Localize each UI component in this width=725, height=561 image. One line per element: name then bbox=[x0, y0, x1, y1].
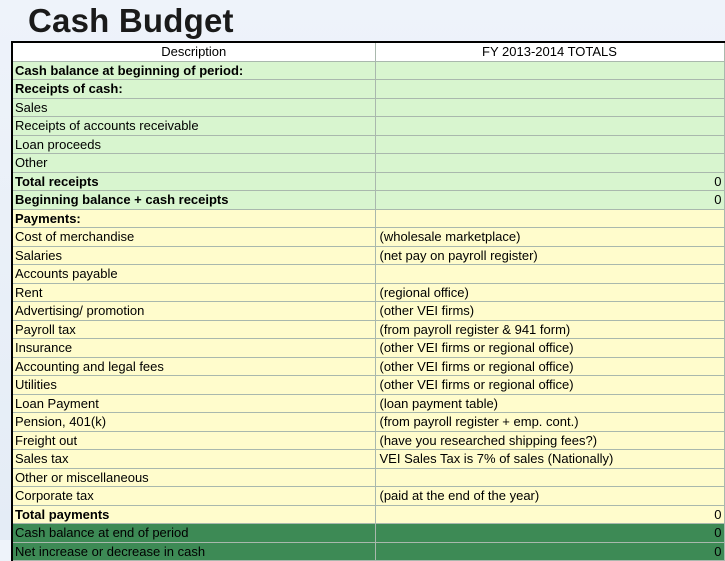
row-note: (other VEI firms or regional office) bbox=[379, 377, 574, 392]
row-label[interactable]: Cost of merchandise bbox=[12, 228, 375, 247]
table-row bbox=[12, 320, 724, 339]
row-total-cell[interactable] bbox=[375, 468, 724, 487]
row-note: (other VEI firms or regional office) bbox=[379, 340, 574, 355]
row-total-cell[interactable] bbox=[375, 154, 724, 173]
row-note: (from payroll register + emp. cont.) bbox=[379, 414, 579, 429]
row-value: 0 bbox=[714, 506, 722, 522]
row-label[interactable]: Sales tax bbox=[12, 450, 375, 469]
row-total-cell[interactable] bbox=[375, 450, 724, 469]
row-total-cell[interactable] bbox=[375, 61, 724, 80]
row-value: 0 bbox=[714, 525, 722, 540]
description-header: Description bbox=[12, 42, 375, 61]
table-row bbox=[12, 228, 724, 247]
table-row bbox=[12, 172, 724, 191]
table-row bbox=[12, 98, 724, 117]
row-note: (wholesale marketplace) bbox=[379, 229, 521, 244]
row-label[interactable]: Cash balance at end of period bbox=[12, 524, 375, 543]
row-label[interactable]: Beginning balance + cash receipts bbox=[12, 191, 375, 210]
table-row bbox=[12, 302, 724, 321]
row-label[interactable]: Cash balance at beginning of period: bbox=[12, 61, 375, 80]
table-row bbox=[12, 505, 724, 524]
row-label[interactable]: Advertising/ promotion bbox=[12, 302, 375, 321]
row-label[interactable]: Corporate tax bbox=[12, 487, 375, 506]
table-row bbox=[12, 135, 724, 154]
row-label[interactable]: Loan Payment bbox=[12, 394, 375, 413]
row-note: (paid at the end of the year) bbox=[379, 488, 540, 503]
row-total-cell[interactable] bbox=[375, 339, 724, 358]
row-label[interactable]: Sales bbox=[12, 98, 375, 117]
row-total-cell[interactable] bbox=[375, 172, 724, 191]
table-row bbox=[12, 339, 724, 358]
table-row bbox=[12, 80, 724, 99]
table-row bbox=[12, 154, 724, 173]
table-row bbox=[12, 413, 724, 432]
row-label[interactable]: Loan proceeds bbox=[12, 135, 375, 154]
table-row bbox=[12, 265, 724, 284]
table-row bbox=[12, 209, 724, 228]
row-total-cell[interactable] bbox=[375, 246, 724, 265]
row-total-cell[interactable] bbox=[375, 394, 724, 413]
row-label[interactable]: Insurance bbox=[12, 339, 375, 358]
row-label[interactable]: Total payments bbox=[12, 505, 375, 524]
row-total-cell[interactable] bbox=[375, 431, 724, 450]
row-total-cell[interactable] bbox=[375, 117, 724, 136]
row-label[interactable]: Freight out bbox=[12, 431, 375, 450]
row-total-cell[interactable] bbox=[375, 524, 724, 543]
table-row bbox=[12, 450, 724, 469]
row-total-cell[interactable] bbox=[375, 209, 724, 228]
row-label[interactable]: Net increase or decrease in cash bbox=[12, 542, 375, 561]
row-value: 0 bbox=[714, 543, 722, 559]
cash-budget-table bbox=[11, 41, 725, 561]
row-total-cell[interactable] bbox=[375, 98, 724, 117]
row-note: VEI Sales Tax is 7% of sales (Nationally) bbox=[379, 451, 614, 466]
row-note: (other VEI firms) bbox=[379, 303, 475, 318]
row-label[interactable]: Salaries bbox=[12, 246, 375, 265]
row-label[interactable]: Receipts of accounts receivable bbox=[12, 117, 375, 136]
row-note: (regional office) bbox=[379, 284, 469, 300]
row-label[interactable]: Pension, 401(k) bbox=[12, 413, 375, 432]
row-label[interactable]: Accounting and legal fees bbox=[12, 357, 375, 376]
row-value: 0 bbox=[714, 173, 722, 189]
table-row bbox=[12, 191, 724, 210]
row-label[interactable]: Receipts of cash: bbox=[12, 80, 375, 99]
row-total-cell[interactable] bbox=[375, 505, 724, 524]
table-row bbox=[12, 542, 724, 561]
row-total-cell[interactable] bbox=[375, 228, 724, 247]
row-total-cell[interactable] bbox=[375, 265, 724, 284]
row-note: (net pay on payroll register) bbox=[379, 247, 538, 263]
row-label[interactable]: Payments: bbox=[12, 209, 375, 228]
row-total-cell[interactable] bbox=[375, 302, 724, 321]
table-row bbox=[12, 468, 724, 487]
row-label[interactable]: Other bbox=[12, 154, 375, 173]
row-label[interactable]: Rent bbox=[12, 283, 375, 302]
row-value: 0 bbox=[714, 192, 722, 207]
table-row bbox=[12, 431, 724, 450]
row-note: (from payroll register & 941 form) bbox=[379, 321, 571, 337]
row-total-cell[interactable] bbox=[375, 542, 724, 561]
table-row bbox=[12, 357, 724, 376]
page-title: Cash Budget bbox=[28, 2, 234, 39]
row-total-cell[interactable] bbox=[375, 191, 724, 210]
totals-header: FY 2013-2014 TOTALS bbox=[375, 42, 724, 61]
table-row bbox=[12, 61, 724, 80]
table-row bbox=[12, 283, 724, 302]
row-total-cell[interactable] bbox=[375, 413, 724, 432]
table-row bbox=[12, 376, 724, 395]
row-note: (have you researched shipping fees?) bbox=[379, 432, 598, 448]
row-total-cell[interactable] bbox=[375, 376, 724, 395]
row-label[interactable]: Payroll tax bbox=[12, 320, 375, 339]
table-header-row bbox=[12, 42, 724, 61]
row-label[interactable]: Accounts payable bbox=[12, 265, 375, 284]
row-total-cell[interactable] bbox=[375, 357, 724, 376]
row-note: (loan payment table) bbox=[379, 395, 499, 411]
table-row bbox=[12, 487, 724, 506]
row-total-cell[interactable] bbox=[375, 487, 724, 506]
table-row bbox=[12, 117, 724, 136]
row-label[interactable]: Other or miscellaneous bbox=[12, 468, 375, 487]
table-row bbox=[12, 524, 724, 543]
table-row bbox=[12, 394, 724, 413]
row-total-cell[interactable] bbox=[375, 320, 724, 339]
row-total-cell[interactable] bbox=[375, 80, 724, 99]
row-total-cell[interactable] bbox=[375, 135, 724, 154]
row-total-cell[interactable] bbox=[375, 283, 724, 302]
row-note: (other VEI firms or regional office) bbox=[379, 358, 574, 374]
row-label[interactable]: Total receipts bbox=[12, 172, 375, 191]
row-label[interactable]: Utilities bbox=[12, 376, 375, 395]
table-row bbox=[12, 246, 724, 265]
